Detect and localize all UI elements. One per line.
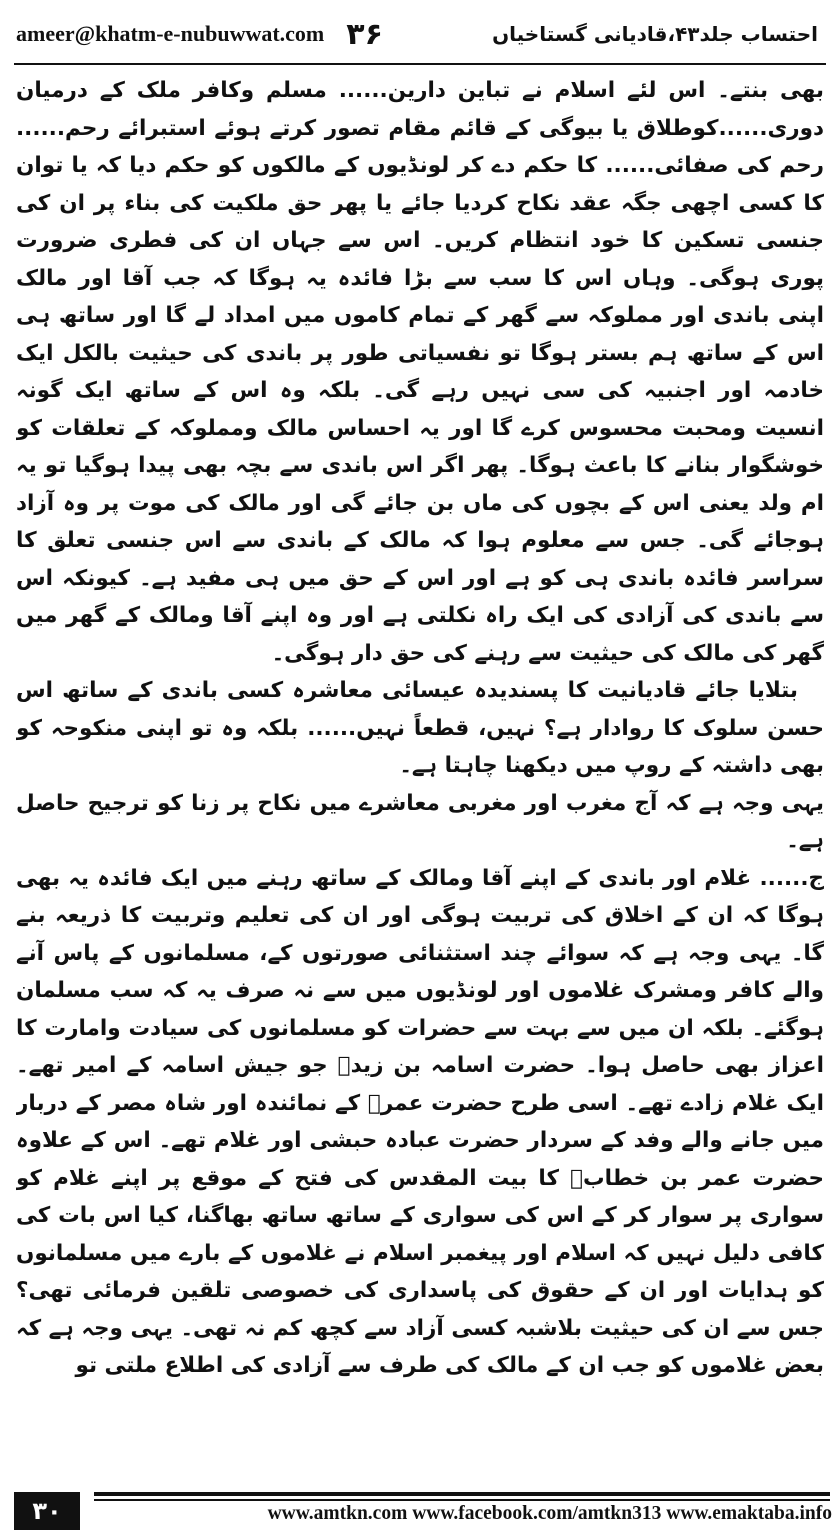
header-title: احتساب جلد۴۳،قادیانی گستاخیاں [492, 22, 818, 46]
paragraph-3: یہی وجہ ہے کہ آج مغرب اور مغربی معاشرے میں نکاح پر زنا کو ترجیح حاصل ہے۔ [16, 790, 824, 853]
header-left-group [12, 17, 383, 52]
footer-links[interactable]: www.amtkn.com www.facebook.com/amtkn313 www.emaktaba.info [267, 1503, 832, 1524]
footer-rule-thick [94, 1492, 830, 1496]
header-divider [14, 63, 826, 65]
header-page-number: ۳۶ [346, 16, 383, 52]
paragraph-2: بتلایا جائے قادیانیت کا پسندیدہ عیسائی معاشرہ کسی باندی کے ساتھ اس حسن سلوک کا روادار ہے؟ نہیں، قطعاً نہیں...... بلکہ وہ تو اپنی منکوحہ کو بھی داشتہ کے روپ میں دیکھنا چاہتا ہے۔ [16, 678, 824, 778]
paragraph-1: بھی بنتے۔ اس لئے اسلام نے تباین دارین...... مسلم وکافر ملک کے درمیان دوری......کوطلاق یا بیوگی کے قائم مقام تصور کرتے ہوئے استبرائے رحم...... رحم کی صفائی...... کا حکم دے کر لونڈیوں کے مالکوں کو حکم دیا کہ یا توان کا کسی اچھی جگہ عقد نکاح کردیا جائے یا پھر حق ملکیت کی بناء پر ان کی جنسی تسکین کا خود انتظام کریں۔ اس سے جہاں ان کی فطری ضرورت پوری ہوگی۔ وہاں اس کا سب سے بڑا فائدہ یہ ہوگا کہ جب آقا اور مالک اپنی باندی اور مملوکہ سے گھر کے تمام کاموں میں امداد لے گا اور ساتھ ہی اس کے ساتھ ہم بستر ہوگا تو نفسیاتی طور پر باندی کی حیثیت بالکل ایک خادمہ اور اجنبیہ کی سی نہیں رہے گی۔ بلکہ وہ اس کے ساتھ ایک گونہ انسیت ومحبت محسوس کرے گا اور یہ احساس مالک ومملوکہ کے تعلقات کو خوشگوار بنانے کا باعث ہوگا۔ پھر اگر اس باندی سے بچہ بھی پیدا ہوگیا تو یہ ام ولد یعنی اس کے بچوں کی ماں بن جائے گی اور مالک کی موت پر وہ آزاد ہوجائے گی۔ جس سے معلوم ہوا کہ مالک کے باندی سے اس جنسی تعلق کا سراسر فائدہ باندی ہی کو ہے اور اس کے حق میں ہی مفید ہے۔ کیونکہ اس سے باندی کی آزادی کی ایک راہ نکلتی ہے اور وہ اپنے آقا ومالک کے گھر میں گھر کی مالک کی حیثیت سے رہنے کی حق دار ہوگی۔ [16, 78, 824, 666]
page-header [12, 8, 828, 60]
header-email[interactable]: ameer@khatm-e-nubuwwat.com [16, 21, 325, 46]
document-body [16, 72, 824, 1442]
paragraph-4: ج...... غلام اور باندی کے اپنے آقا ومالک کے ساتھ رہنے میں ایک فائدہ یہ بھی ہوگا کہ ان کے اخلاق کی تربیت ہوگی اور ان کی تعلیم وتربیت کا ذریعہ بنے گا۔ یہی وجہ ہے کہ سوائے چند استثنائی صورتوں کے، مسلمانوں کے پاس آنے والے کافر ومشرک غلاموں اور لونڈیوں میں سے نہ صرف یہ کہ سب مسلمان ہوگئے۔ بلکہ ان میں سے بہت سے حضرات کو مسلمانوں کی سیادت وامارت کا اعزاز بھی حاصل ہوا۔ حضرت اسامہ بن زیدؓ جو جیش اسامہ کے امیر تھے۔ ایک غلام زادے تھے۔ اسی طرح حضرت عمرؓ کے نمائندہ اور شاہ مصر کے دربار میں جانے والے وفد کے سردار حضرت عبادہ حبشی اور غلام تھے۔ اس کے علاوہ حضرت عمر بن خطابؓ کا بیت المقدس کی فتح کے موقع پر اپنے غلام کو سواری پر سوار کر کے اس کی سواری کے ساتھ ساتھ بھاگنا، کیا اس بات کی کافی دلیل نہیں کہ اسلام اور پیغمبر اسلام نے غلاموں کے بارے میں مسلمانوں کو ہدایات اور ان کے حقوق کی پاسداری کی خصوصی تلقین فرمائی تھی؟ جس سے ان کی حیثیت بلاشبہ کسی آزاد سے کچھ کم نہ تھی۔ یہی وجہ ہے کہ بعض غلاموں کو جب ان کے مالک کی طرف سے آزادی کی اطلاع ملتی تو [16, 865, 824, 1378]
footer-page-number: ۳۰ [14, 1492, 80, 1530]
page-footer [12, 1492, 830, 1530]
footer-rule-thin [94, 1499, 830, 1501]
